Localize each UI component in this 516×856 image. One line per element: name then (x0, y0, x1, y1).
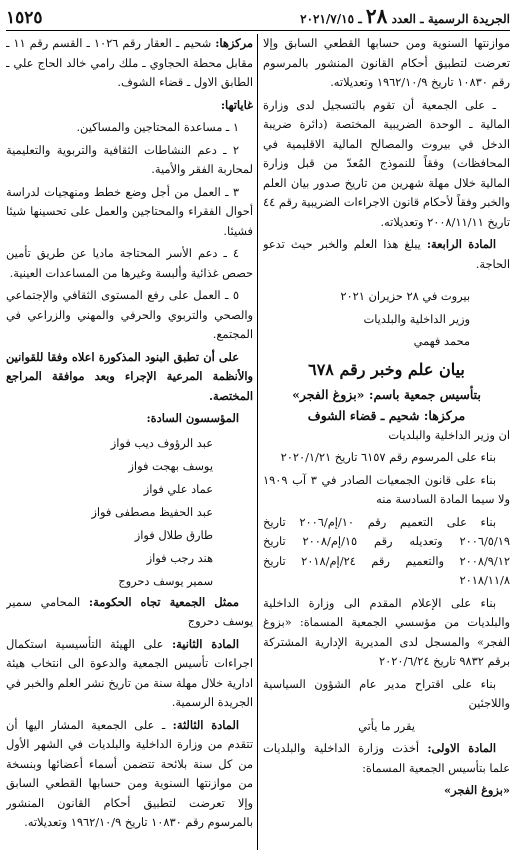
intro-line: ان وزير الداخلية والبلديات (388, 427, 510, 442)
basis-2: بناء على قانون الجمعيات الصادر في ٣ آب ١٩٠٩ ولا سيما المادة السادسة منه (263, 472, 510, 506)
article-3-text: ـ على الجمعية المشار اليها أن تتقدم من وزارة الداخلية والبلديات في الشهر الأول من كل سنة بلائحة تتضمن أسماء أعضائها وبنسخة من موازنتها السنوية ومن حسابها القطعي السابق وإلا تعرضت لتطبيق أحكام القانون المنشور بالمرسوم رقم ١٠٨٣٠ تاريخ ١٩٦٢/١٠/٩ وتعديلاته. (6, 717, 253, 829)
founder-name: سمير يوسف دحروج (118, 573, 213, 588)
headquarters-line: مركزها: شحيم ـ قضاء الشوف (307, 407, 466, 423)
founder-name: هند رجب فواز (146, 550, 213, 565)
basis-4: بناء على الإعلام المقدم الى وزارة الداخلية والبلديات من مؤسسي الجمعية المسماة: «بزوغ الفجر» والمسجل لدى المديرية الإدارية المشتركة برقم ٩٨٣٢ تاريخ ٢٠٢٠/٦/٢٤ (263, 595, 510, 668)
decides-line: يقرر ما يأتي (358, 718, 415, 733)
article-1-label: المادة الاولى: (427, 741, 496, 755)
article-4 (263, 235, 510, 274)
article-4-text: يبلغ هذا العلم والخبر حيث تدعو الحاجة. (263, 237, 510, 271)
founder-name: طارق طلال فواز (134, 527, 213, 542)
article-2-text: على الهيئة التأسيسية استكمال اجراءات تأسيس الجمعية والدعوة الى انتخاب هيئة ادارية خلال مهلة سنة من تاريخ نشر العلم والخبر في الجريدة الرسمية. (6, 636, 253, 709)
goal-4: ٤ ـ دعم الأسر المحتاجة ماديا عن طريق تأمين حصص غذائية وألبسة وغيرها من المساعدات العينية. (6, 246, 253, 280)
goal-2: ٢ ـ دعم النشاطات الثقافية والتربوية والتعليمية لمحاربة الفقر والأمية. (6, 142, 253, 176)
header-title: الجريدة الرسمية ـ العدد (391, 12, 510, 26)
representative-text: المحامي سمير يوسف دحروج (6, 594, 253, 628)
minister-title: وزير الداخلية والبلديات (363, 311, 470, 326)
article-2 (6, 635, 253, 713)
goal-3: ٣ ـ العمل من أجل وضع خطط ومنهجيات لدراسة أحوال الفقراء والمحتاجين والعمل على تحسينها شيئا فشيئا. (6, 184, 253, 238)
place-date: بيروت في ٢٨ حزيران ٢٠٢١ (340, 289, 470, 303)
founder-name: يوسف بهجت فواز (128, 458, 213, 473)
headquarters-paragraph (6, 34, 253, 93)
notice-title: بيان علم وخبر رقم ٦٧٨ (308, 359, 465, 379)
minister-name: محمد فهمي (413, 334, 470, 348)
page-header (6, 6, 510, 31)
goals-label: غاياتها: (220, 97, 253, 112)
headquarters-text: شحيم ـ العقار رقم ١٠٢٦ ـ القسم رقم ١١ ـ مقابل محطة الحجاوي ـ ملك رامي خالد الحاج علي ـ الطابق الاول ـ قضاء الشوف. (6, 36, 253, 89)
article-3-label: المادة الثالثة: (172, 717, 239, 732)
founder-name: عبد الرؤوف ديب فواز (110, 435, 213, 450)
paragraph: ـ على الجمعية أن تقوم بالتسجيل لدى وزارة المالية ـ الوحدة الضريبية المختصة (دائرة ضريبة الدخل في بيروت والمصالح المالية الاقليمية في المحافظات) وفقاً للنموذج المُعدّ من قبل وزارة المالية خلال مهلة شهرين من تاريخ صدور بيان العلم والخبر وفقاً لأحكام قانون الاجراءات الضريبية رقم ٤٤ تاريخ ٢٠٠٨/١١/١١ وتعديلاته. (263, 97, 510, 229)
left-column (6, 34, 253, 850)
right-column (263, 34, 510, 850)
issue-date: ٢٠٢١/٧/١٥ (300, 12, 355, 26)
association-line: بتأسيس جمعية باسم: «بزوغ الفجر» (292, 386, 481, 402)
paragraph: موازنتها السنوية ومن حسابها القطعي السابق وإلا تعرضت لتطبيق أحكام القانون المنشور بالمرسوم رقم ١٠٨٣٠ تاريخ ١٩٦٢/١٠/٩ وتعديلاته. (263, 36, 510, 89)
article-2-label: المادة الثانية: (171, 636, 239, 651)
article-1 (263, 739, 510, 778)
basis-3: بناء على التعميم رقم ١٠/إم/٢٠٠٦ تاريخ ٢٠٠٦/٥/١٩ وتعديله رقم ١٥/إم/٢٠٠٨ تاريخ ٢٠٠٨/٩/١٢ والتعميم رقم ٢٤/إم/٢٠١٨ تاريخ ٢٠١٨/١١/٨ (263, 514, 510, 587)
page-number: ١٥٢٥ (6, 8, 43, 28)
header-title-group: الجريدة الرسمية ـ العدد ٢٨ ـ ٢٠٢١/٧/١٥ (300, 4, 510, 28)
basis-1: بناء على المرسوم رقم ٦١٥٧ تاريخ ٢٠٢٠/١/٢١ (280, 450, 496, 464)
founders-label: المؤسسون السادة: (146, 411, 239, 425)
issue-number: ٢٨ (365, 4, 388, 28)
condition-paragraph: على أن تطبق البنود المذكورة اعلاه وفقا للقوانين والأنظمة المرعية الإجراء وبعد موافقة المراجع المختصة. (6, 349, 253, 403)
goal-5: ٥ ـ العمل على رفع المستوى الثقافي والإجتماعي والصحي والتربوي والحرفي والمهني والزراعي في المجتمع. (6, 288, 253, 341)
founder-name: عبد الحفيظ مصطفى فواز (91, 504, 213, 519)
headquarters-label: مركزها: (215, 36, 253, 50)
founders-list (6, 432, 253, 593)
article-3 (6, 716, 253, 833)
basis-5: بناء على اقتراح مدير عام الشؤون السياسية واللاجئين (263, 676, 510, 710)
founder-name: عماد علي فواز (143, 481, 213, 496)
representative-label: ممثل الجمعية تجاه الحكومة: (88, 594, 239, 609)
article-4-label: المادة الرابعة: (426, 237, 496, 251)
association-name: «بزوغ الفجر» (444, 783, 510, 797)
column-divider (257, 34, 258, 850)
article-1-text: أخذت وزارة الداخلية والبلديات علما بتأسيس الجمعية المسماة: (263, 741, 510, 775)
goal-1: ١ ـ مساعدة المحتاجين والمساكين. (76, 120, 239, 134)
representative-paragraph (6, 593, 253, 632)
